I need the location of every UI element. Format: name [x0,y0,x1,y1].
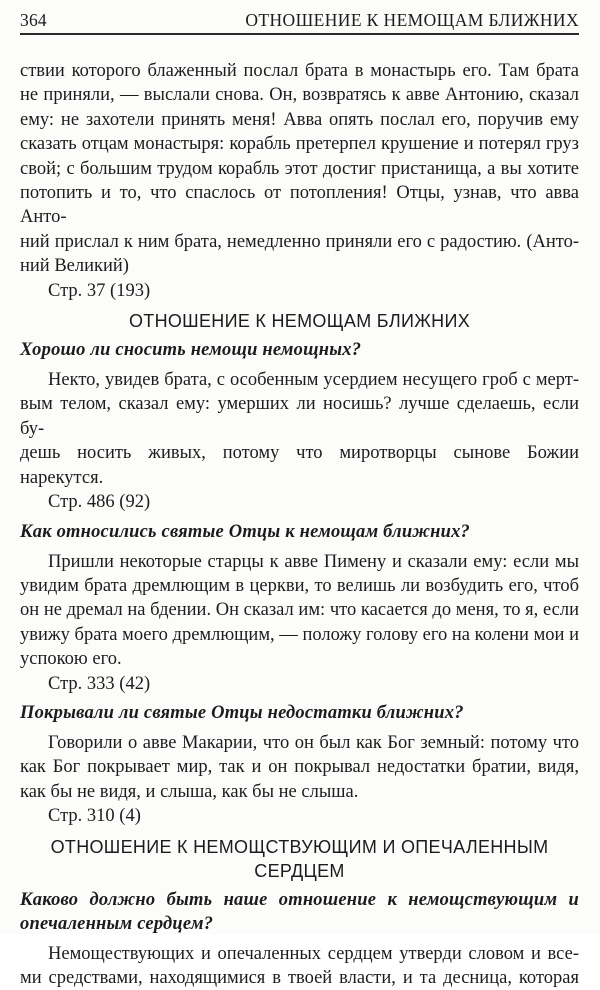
question-heading [20,338,579,362]
text-line: он не дремал на бдении. Он сказал им: что касается до меня, то я, если [20,600,579,621]
text-line: как бы не видя, и слыша, как бы не слыша. [20,781,359,802]
section-heading-line: СЕРДЦЕМ [254,860,345,881]
text-line: ми средствами, находящимися в твоей власти, и та десница, которая [20,967,579,988]
text-line: ний прислал к ним брата, немедленно приняли его с радостию. (Анто- [20,231,579,252]
section-heading [20,309,579,333]
text-line: сказать отцам монастыря: корабль претерпел крушение и потерял груз [20,134,579,155]
text-line: ствии которого блаженный послал брата в монастырь его. Там брата [20,61,579,81]
running-title: ОТНОШЕНИЕ К НЕМОЩАМ БЛИЖНИХ [245,10,579,30]
text-line: потопить и то, что спаслось от потопления! Отцы, узнав, что авва Анто- [20,183,579,228]
text-line: вым телом, сказал ему: умерших ли носишь? лучше сделаешь, если бу- [20,394,579,439]
text-line: как Бог покрывает мир, так и он покрывал недостатки братии, видя, [20,757,579,778]
text-line: Каково должно быть наше отношение к немощствующим и [20,889,579,910]
page-reference: Стр. 486 (92) [48,492,151,513]
body-paragraph [20,550,579,672]
page-body [20,59,579,990]
page-reference: Стр. 37 (193) [48,280,151,301]
question-heading [20,888,579,936]
page-reference: Стр. 333 (42) [48,673,151,694]
text-line: Говорили о авве Макарии, что он был как Бог земный: потому что [48,732,579,753]
body-paragraph [20,59,579,279]
body-paragraph [20,368,579,490]
text-line: Пришли некоторые старцы к авве Пимену и сказали ему: если мы [48,551,579,572]
section-heading-line: ОТНОШЕНИЕ К НЕМОЩАМ БЛИЖНИХ [128,311,471,332]
text-line: увижу брата моего дремлющим, — положу голову его на колени мои и [20,624,579,645]
text-line: опечаленным сердцем? [20,913,214,934]
page-header [20,10,579,31]
body-paragraph [20,731,579,804]
question-heading [20,701,579,725]
text-line: ний Великий) [20,256,129,277]
text-line: Как относились святые Отцы к немощам ближних? [20,521,470,542]
text-line: Хорошо ли сносить немощи немощных? [20,340,362,361]
header-rule [20,33,579,35]
text-line: свой; с большим трудом корабль этот достиг пристанища, а вы хотите [20,158,579,179]
text-line: Некто, увидев брата, с особенным усердием несущего гроб с мерт- [48,370,579,391]
section-heading-line: ОТНОШЕНИЕ К НЕМОЩСТВУЮЩИМ И ОПЕЧАЛЕННЫМ [50,836,549,857]
text-line: успокою его. [20,649,122,670]
text-line: Немоществующих и опечаленных сердцем утверди словом и все- [48,943,579,964]
page-reference: Стр. 310 (4) [48,806,141,827]
body-paragraph [20,942,579,990]
section-heading [20,835,579,883]
page-number: 364 [20,10,47,30]
question-heading [20,520,579,544]
text-line: Покрывали ли святые Отцы недостатки ближних? [20,702,464,723]
text-line: дешь носить живых, потому что миротворцы сынове Божии нарекутся. [20,443,579,488]
text-line: ему: не захотели принять меня! Авва опять послал его, поручив ему [20,109,579,130]
text-line: не приняли, — выслали снова. Он, возвратясь к авве Антонию, сказал [20,85,579,106]
text-line: увидим брата дремлющим в церкви, то велишь ли возбудить его, чтоб [20,575,579,596]
